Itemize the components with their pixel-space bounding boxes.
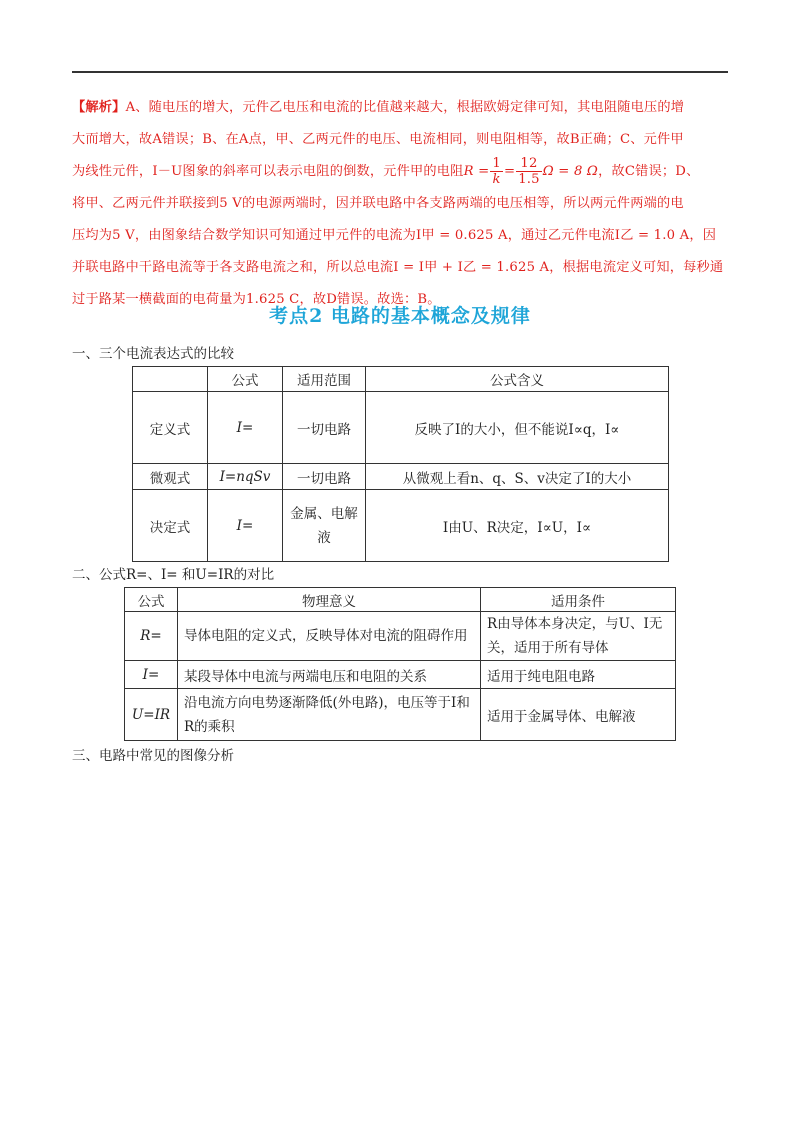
- fraction-12-over-1-5: [516, 156, 542, 187]
- formula-rhs: Ω = 8 Ω: [542, 164, 599, 179]
- table1-cell: I由U、R决定，I∝U，I∝: [366, 490, 669, 562]
- table1-cell: I=: [208, 490, 283, 562]
- fraction-1-numerator: 1: [492, 156, 501, 171]
- table2-header-cell: 适用条件: [481, 588, 676, 612]
- table1-cell: 定义式: [133, 392, 208, 464]
- analysis-line-2: 大而增大，故A错误；B、在A点，甲、乙两元件的电压、电流相同，则电阻相等，故B正确；C、元件甲: [72, 132, 684, 147]
- current-expression-table: [132, 366, 669, 562]
- table1-cell: 微观式: [133, 464, 208, 490]
- fraction-2-numerator: 12: [516, 156, 542, 172]
- table1-cell: 反映了I的大小，但不能说I∝q，I∝: [366, 392, 669, 464]
- analysis-line-6: 并联电路中干路电流等于各支路电流之和，所以总电流I = I甲 + I乙 = 1.625 A，根据电流定义可知，每秒通: [72, 260, 724, 275]
- table1-cell: I=: [208, 392, 283, 464]
- analysis-line-7: 过于路某一横截面的电荷量为1.625 C，故D错误。故选：B。: [72, 292, 441, 307]
- analysis-line-5: 压均为5 V，由图象结合数学知识可知通过甲元件的电流为I甲 = 0.625 A，通过乙元件电流I乙 = 1.0 A，因: [72, 228, 717, 243]
- table1-header-cell: 适用范围: [283, 367, 366, 392]
- table2-cell: 导体电阻的定义式，反映导体对电流的阻碍作用: [178, 612, 481, 661]
- table2-cell: 沿电流方向电势逐渐降低(外电路)，电压等于I和R的乘积: [178, 689, 481, 741]
- analysis-block: [72, 92, 732, 316]
- table1-header-cell: 公式含义: [366, 367, 669, 392]
- section-1-title: 一、三个电流表达式的比较: [72, 346, 234, 362]
- fraction-2-denominator: 1.5: [518, 172, 540, 187]
- analysis-text-3b: ，故C错误；D、: [598, 164, 700, 179]
- analysis-line-1: [72, 92, 732, 124]
- table2-header-cell: 公式: [125, 588, 178, 612]
- analysis-text-1: A、随电压的增大，元件乙电压和电流的比值越来越大，根据欧姆定律可知，其电阻随电压的增: [125, 100, 685, 115]
- table-row: [125, 689, 676, 741]
- analysis-text-3: 为线性元件，I－U图象的斜率可以表示电阻的倒数，元件甲的电阻: [72, 164, 464, 179]
- analysis-tag: 【解析】: [72, 100, 126, 115]
- table-row: [133, 392, 669, 464]
- table-row: [133, 464, 669, 490]
- formula-lhs: R =: [463, 164, 490, 179]
- table1-cell: 一切电路: [283, 392, 366, 464]
- table-row: [133, 490, 669, 562]
- table2-header-cell: 物理意义: [178, 588, 481, 612]
- analysis-line-3: 为线性元件，I－U图象的斜率可以表示电阻的倒数，元件甲的电阻R = $\frac{1}{k}$ = $\frac{12}{1.5}$ Ω = 8 Ω，故C错误；D、: [72, 156, 700, 187]
- table1-cell: 从微观上看n、q、S、v决定了I的大小: [366, 464, 669, 490]
- table2-cell: 某段导体中电流与两端电压和电阻的关系: [178, 661, 481, 689]
- table-row: [125, 612, 676, 661]
- section-3-title: 三、电路中常见的图像分析: [72, 748, 234, 764]
- table1-header-cell: [133, 367, 208, 392]
- fraction-1-over-k: [490, 156, 503, 187]
- table2-header-row: [125, 588, 676, 612]
- table1-cell: I=nqSv: [208, 464, 283, 490]
- table2-cell: 适用于纯电阻电路: [481, 661, 676, 689]
- table-row: [125, 661, 676, 689]
- fraction-1-denominator: k: [492, 172, 501, 187]
- table1-header-cell: 公式: [208, 367, 283, 392]
- analysis-line-4: 将甲、乙两元件并联接到5 V的电源两端时，因并联电路中各支路两端的电压相等，所以两元件两端的电: [72, 196, 684, 211]
- formula-comparison-table: [124, 587, 676, 741]
- top-rule: [72, 71, 728, 73]
- table1-cell: 决定式: [133, 490, 208, 562]
- section-heading: 考点2 电路的基本概念及规律: [269, 305, 531, 327]
- table2-cell: 适用于金属导体、电解液: [481, 689, 676, 741]
- table2-cell: U=IR: [125, 689, 178, 741]
- table1-cell: 一切电路: [283, 464, 366, 490]
- table2-cell: R由导体本身决定，与U、I无关，适用于所有导体: [481, 612, 676, 661]
- table1-cell: 金属、电解液: [283, 490, 366, 562]
- table1-header-row: [133, 367, 669, 392]
- section-2-title: 二、公式R=、I= 和U=IR的对比: [72, 567, 275, 583]
- table2-cell: I=: [125, 661, 178, 689]
- table2-cell: R=: [125, 612, 178, 661]
